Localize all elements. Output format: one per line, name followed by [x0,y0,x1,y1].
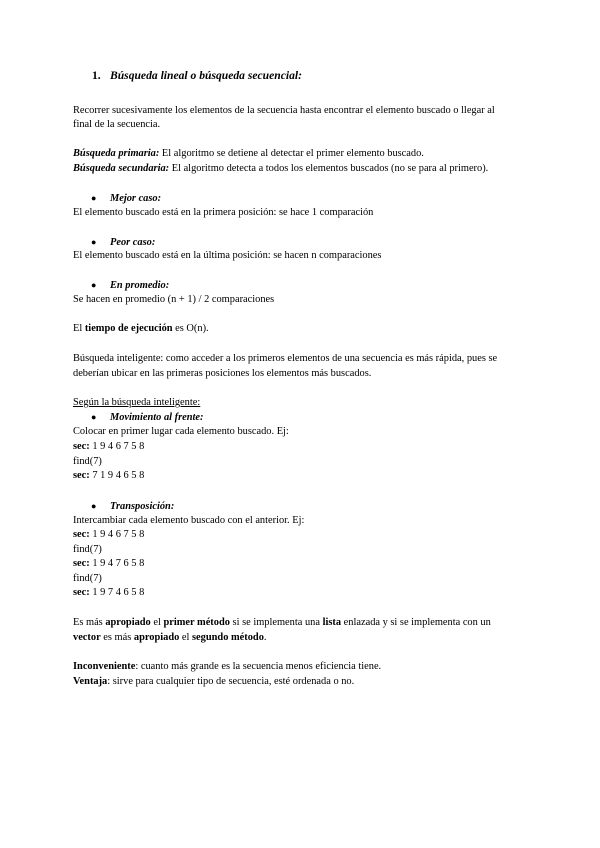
heading-text: Búsqueda lineal o búsqueda secuencial: [110,69,302,82]
promedio-text: Se hacen en promedio (n + 1) / 2 comparaciones [73,294,275,305]
ventaja-text: : sirve para cualquier tipo de secuencia, esté ordenada o no. [107,676,355,687]
inconveniente-line [73,660,381,674]
tiempo-bold: tiempo de ejecución [84,323,173,334]
segun-heading: Según la búsqueda inteligente: [73,397,201,408]
section-heading [92,69,302,82]
transposicion-sec-3 [73,586,144,600]
sec-values: 1 9 4 6 7 5 8 [89,529,145,540]
peor-text: El elemento buscado está en la última posición: se hacen n comparaciones [73,250,382,261]
bullet-promedio [91,278,169,293]
apropiado-b2: primer método [163,617,230,628]
ventaja-line [73,675,354,689]
bullet-transposicion [91,499,174,514]
apropiado-b6: segundo método [192,632,264,643]
transposicion-desc: Intercambiar cada elemento buscado con el anterior. Ej: [73,515,305,526]
sec-values: 7 1 9 4 6 5 8 [89,470,145,481]
transposicion-find-1: find(7) [73,544,102,555]
primaria-label: Búsqueda primaria: [73,148,160,159]
transposicion-find-2: find(7) [73,573,102,584]
intro-line-2: final de la secuencia. [73,119,161,130]
bullet-movimiento [91,410,204,425]
bullet-dot-icon: ● [91,193,97,203]
tiempo-pre: El [73,323,85,334]
inteligente-line-2: deberían ubicar en las primeras posiciones los elementos más buscados. [73,368,372,379]
apropiado-line-1 [73,616,491,630]
sec-values: 1 9 4 6 7 5 8 [89,441,145,452]
bullet-dot-icon: ● [91,237,97,247]
apropiado-t7: . [263,632,267,643]
transposicion-label: Transposición: [110,501,175,512]
inteligente-line-1: Búsqueda inteligente: como acceder a los primeros elementos de una secuencia es más rápida, pues se [73,353,498,364]
sec-label: sec: [73,441,90,452]
apropiado-b1: apropiado [105,617,151,628]
tiempo-line [73,322,209,336]
sec-values: 1 9 7 4 6 5 8 [89,587,145,598]
primaria-text: El algoritmo se detiene al detectar el primer elemento buscado. [159,148,424,159]
apropiado-t1: Es más [73,617,106,628]
apropiado-t4: enlazada y si se implementa con un [341,617,491,628]
movimiento-label: Movimiento al frente: [110,412,204,423]
apropiado-t5: es más [100,632,134,643]
sec-label: sec: [73,587,90,598]
bullet-mejor [91,191,161,206]
apropiado-t3: si se implementa una [229,617,323,628]
secundaria-line [73,162,488,176]
bullet-dot-icon: ● [91,501,97,511]
movimiento-sec-2 [73,469,144,483]
sec-values: 1 9 4 7 6 5 8 [89,558,145,569]
apropiado-t2: el [150,617,164,628]
sec-label: sec: [73,558,90,569]
intro-line-1: Recorrer sucesivamente los elementos de la secuencia hasta encontrar el elemento buscado o llegar al [73,105,495,116]
movimiento-find: find(7) [73,456,102,467]
inconveniente-label: Inconveniente [73,661,136,672]
bullet-dot-icon: ● [91,412,97,422]
tiempo-post: es O(n). [172,323,209,334]
inconveniente-text: : cuanto más grande es la secuencia menos eficiencia tiene. [135,661,382,672]
apropiado-b3: lista [322,617,342,628]
sec-label: sec: [73,529,90,540]
mejor-text: El elemento buscado está en la primera posición: se hace 1 comparación [73,207,374,218]
apropiado-b5: apropiado [133,632,180,643]
sec-label: sec: [73,470,90,481]
peor-label: Peor caso: [110,237,156,248]
secundaria-label: Búsqueda secundaria: [73,163,170,174]
apropiado-b4: vector [73,632,101,643]
secundaria-text: El algoritmo detecta a todos los elementos buscados (no se para al primero). [169,163,489,174]
heading-number: 1. [92,69,101,82]
mejor-label: Mejor caso: [110,193,162,204]
transposicion-sec-2 [73,557,144,571]
apropiado-line-2 [73,631,267,645]
primaria-line [73,147,424,161]
bullet-peor [91,235,155,250]
transposicion-sec-1 [73,528,144,542]
ventaja-label: Ventaja [73,676,108,687]
promedio-label: En promedio: [110,280,170,291]
bullet-dot-icon: ● [91,280,97,290]
movimiento-sec-1 [73,440,144,454]
apropiado-t6: el [179,632,193,643]
movimiento-desc: Colocar en primer lugar cada elemento buscado. Ej: [73,426,289,437]
